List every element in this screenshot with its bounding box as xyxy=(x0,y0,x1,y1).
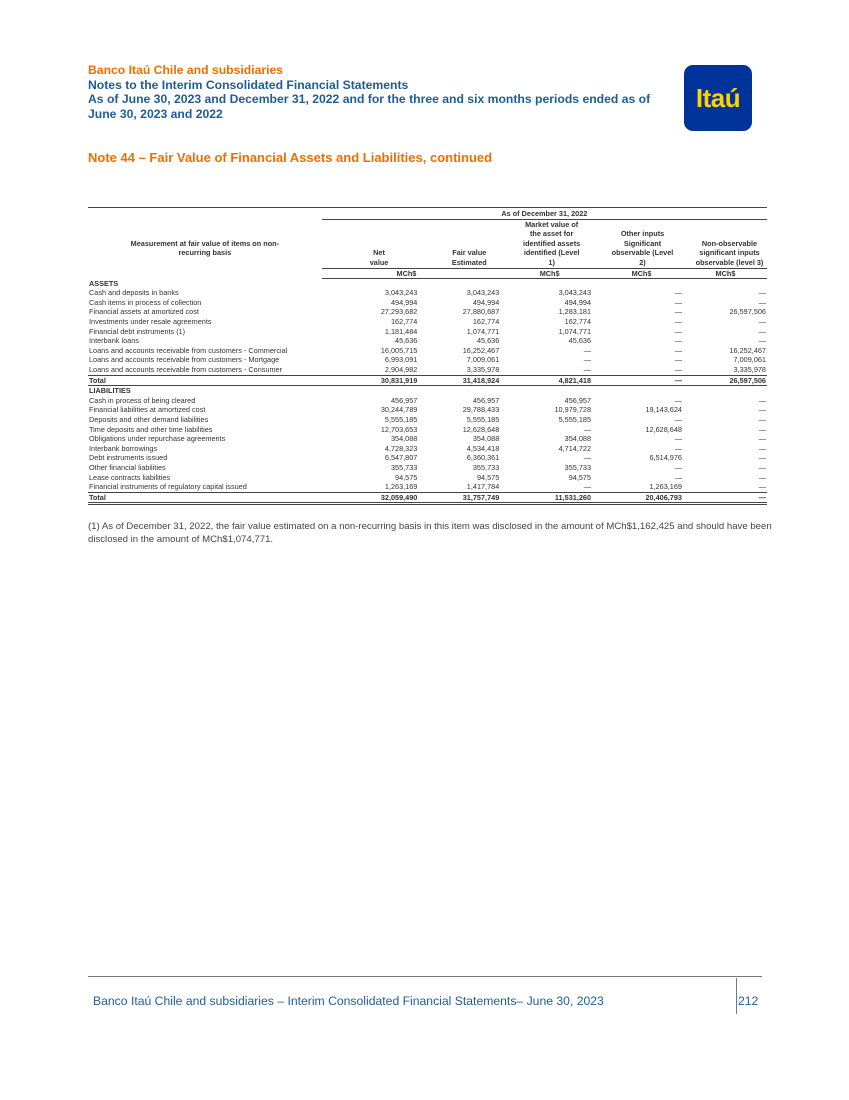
net-value-cell: 354,088 xyxy=(390,434,418,444)
level2-cell: — xyxy=(674,443,682,453)
fair-value-cell: 31,418,924 xyxy=(418,375,500,386)
liabilities-label: LIABILITIES xyxy=(89,386,131,396)
level2-cell: — xyxy=(674,326,682,336)
level3-cell: — xyxy=(758,297,766,307)
fair-value-cell: 3,043,243 xyxy=(466,288,500,298)
level1-cell: 94,575 xyxy=(568,472,592,482)
row-label: Loans and accounts receivable from customers - Consumer xyxy=(89,365,283,374)
level2-cell: 1,263,169 xyxy=(649,482,682,492)
net-value-header: Net value xyxy=(369,248,389,267)
net-value-cell: 162,774 xyxy=(390,317,418,327)
fair-value-cell: 94,575 xyxy=(476,472,500,482)
level2-cell: — xyxy=(674,355,682,365)
row-label: Total xyxy=(88,375,322,386)
net-value-cell: 27,293,682 xyxy=(380,307,418,317)
level3-cell: — xyxy=(758,472,766,482)
table-row xyxy=(88,327,767,337)
fair-value-cell: 162,774 xyxy=(472,317,500,327)
net-value-cell: 45,636 xyxy=(395,336,418,346)
table-row xyxy=(88,434,767,444)
assets-section-row xyxy=(88,279,767,289)
fair-value-header: Fair value Estimated xyxy=(451,248,487,267)
level1-cell: 355,733 xyxy=(564,462,592,472)
row-label: Debt instruments issued xyxy=(89,453,168,463)
net-value-cell: 4,728,323 xyxy=(384,443,418,453)
table-row xyxy=(88,307,767,317)
level1-cell: 11,531,260 xyxy=(500,492,599,504)
row-label: Lease contracts liabilities xyxy=(89,472,171,482)
fair-value-cell: 494,994 xyxy=(472,297,500,307)
level3-cell: — xyxy=(758,317,766,327)
net-value-cell: 1,263,169 xyxy=(384,482,418,492)
row-label: Interbank borrowings xyxy=(89,443,158,453)
fair-value-table xyxy=(88,207,767,505)
table-body xyxy=(88,279,767,504)
level1-cell: 494,994 xyxy=(564,297,592,307)
level2-cell: 12,628,648 xyxy=(645,424,682,434)
row-label: Time deposits and other time liabilities xyxy=(89,424,213,434)
net-value-cell: 5,555,185 xyxy=(384,414,418,424)
table-row xyxy=(88,473,767,483)
table-row xyxy=(88,375,767,386)
table-row xyxy=(88,288,767,298)
table-row xyxy=(88,396,767,406)
level1-cell: 1,074,771 xyxy=(558,326,592,336)
level2-cell: — xyxy=(674,317,682,327)
table-row xyxy=(88,482,767,492)
fair-value-cell: 6,360,361 xyxy=(466,453,500,463)
net-value-cell: 2,904,982 xyxy=(384,365,418,374)
level3-cell: 26,597,506 xyxy=(684,375,767,386)
table-row xyxy=(88,317,767,327)
footer-divider xyxy=(88,976,762,977)
footer-text: Banco Itaú Chile and subsidiaries – Interim Consolidated Financial Statements– June 30, 2023 xyxy=(93,994,604,1008)
level3-cell: 7,009,061 xyxy=(733,355,766,365)
fair-value-cell: 45,636 xyxy=(476,336,500,346)
level3-cell: — xyxy=(758,405,766,415)
level3-header: Non-observable significant inputs observable (level 3) xyxy=(695,238,764,267)
level2-cell: 19,143,624 xyxy=(645,405,682,415)
fair-value-cell: 1,417,784 xyxy=(466,482,500,492)
unit-net: MCh$ xyxy=(322,268,419,279)
level1-cell: 1,283,181 xyxy=(558,307,592,317)
level1-cell: 10,979,728 xyxy=(554,405,592,415)
level2-cell: — xyxy=(674,297,682,307)
fair-value-cell: 12,628,648 xyxy=(462,424,500,434)
footer-separator xyxy=(736,978,737,1014)
level1-cell: — xyxy=(583,453,592,463)
level3-cell: — xyxy=(758,462,766,472)
table-row xyxy=(88,492,767,504)
logo-text: Itaú xyxy=(695,83,741,113)
level1-cell: — xyxy=(583,345,592,355)
period-label: As of December 31, 2022 xyxy=(322,209,767,219)
note-title: Note 44 – Fair Value of Financial Assets and Liabilities, continued xyxy=(88,150,493,165)
level2-cell: — xyxy=(674,288,682,298)
level3-cell: 26,597,506 xyxy=(729,307,766,317)
level3-cell: — xyxy=(684,492,767,504)
level2-cell: — xyxy=(674,395,682,405)
row-label: Financial debt instruments (1) xyxy=(89,326,186,336)
row-label: Financial assets at amortized cost xyxy=(89,307,199,317)
fair-value-cell: 355,733 xyxy=(472,462,500,472)
level1-cell: 456,957 xyxy=(564,395,592,405)
unit-level2: MCh$ xyxy=(599,268,684,279)
level3-cell: — xyxy=(758,443,766,453)
fair-value-cell: 16,252,467 xyxy=(462,345,500,355)
document-subtitle: Notes to the Interim Consolidated Financial Statements xyxy=(88,77,409,92)
net-value-cell: 30,831,919 xyxy=(322,375,419,386)
row-label: Other financial liabilities xyxy=(89,462,166,472)
fair-value-cell: 31,757,749 xyxy=(418,492,500,504)
page-number: 212 xyxy=(738,994,759,1008)
company-name: Banco Itaú Chile and subsidiaries xyxy=(88,63,284,77)
level3-cell: — xyxy=(758,424,766,434)
fair-value-cell: 27,880,687 xyxy=(462,307,500,317)
level1-cell: 3,043,243 xyxy=(558,288,592,298)
level3-cell: 16,252,467 xyxy=(729,345,766,355)
footnote: (1) As of December 31, 2022, the fair value estimated on a non-recurring basis in this item was disclosed in the amount of MCh$1,162,425 and should have been disclosed in the amount of MCh$1,074,771. xyxy=(88,521,772,545)
item-column-header: Measurement at fair value of items on non-recurring basis xyxy=(130,238,280,258)
level1-cell: — xyxy=(583,365,592,374)
row-label: Financial instruments of regulatory capital issued xyxy=(89,482,247,492)
itau-logo xyxy=(684,65,752,131)
unit-level1: MCh$ xyxy=(500,268,599,279)
level3-cell: — xyxy=(758,482,766,492)
net-value-cell: 456,957 xyxy=(390,395,418,405)
row-label: Financial liabilities at amortized cost xyxy=(89,405,206,415)
level2-cell: — xyxy=(674,472,682,482)
net-value-cell: 6,993,091 xyxy=(384,355,418,365)
fair-value-cell: 7,009,061 xyxy=(466,355,500,365)
row-label: Cash items in process of collection xyxy=(89,297,202,307)
level2-cell: — xyxy=(674,345,682,355)
table-row xyxy=(88,365,767,375)
net-value-cell: 12,703,653 xyxy=(380,424,418,434)
net-value-cell: 355,733 xyxy=(390,462,418,472)
table-row xyxy=(88,425,767,435)
fair-value-cell: 354,088 xyxy=(472,434,500,444)
fair-value-cell: 29,788,433 xyxy=(462,405,500,415)
net-value-cell: 16,005,715 xyxy=(380,345,418,355)
level1-cell: 4,821,418 xyxy=(500,375,599,386)
row-label: Cash and deposits in banks xyxy=(89,288,179,298)
net-value-cell: 94,575 xyxy=(395,472,418,482)
level3-cell: — xyxy=(758,414,766,424)
level2-cell: 20,406,793 xyxy=(599,492,684,504)
row-label: Total xyxy=(88,492,322,504)
level1-cell: 45,636 xyxy=(568,336,592,346)
row-label: Interbank loans xyxy=(89,336,139,346)
level3-cell: 3,335,978 xyxy=(733,365,766,374)
level1-cell: 162,774 xyxy=(564,317,592,327)
row-label: Loans and accounts receivable from customers - Commercial xyxy=(89,345,288,355)
table-row xyxy=(88,444,767,454)
row-label: Deposits and other demand liabilities xyxy=(89,414,209,424)
level2-cell: — xyxy=(674,307,682,317)
fair-value-cell: 4,534,418 xyxy=(466,443,500,453)
row-label: Obligations under repurchase agreements xyxy=(89,434,226,444)
fair-value-cell: 1,074,771 xyxy=(466,326,500,336)
table-row xyxy=(88,298,767,308)
row-label: Loans and accounts receivable from customers - Mortgage xyxy=(89,355,280,365)
table-row xyxy=(88,346,767,356)
net-value-cell: 1,181,484 xyxy=(384,326,418,336)
level1-cell: — xyxy=(583,424,592,434)
level3-cell: — xyxy=(758,326,766,336)
table-row xyxy=(88,405,767,415)
net-value-cell: 3,043,243 xyxy=(384,288,418,298)
level2-cell: — xyxy=(674,434,682,444)
level2-cell: 6,514,976 xyxy=(649,453,682,463)
net-value-cell: 30,244,789 xyxy=(380,405,418,415)
document-header xyxy=(88,63,678,121)
table-row xyxy=(88,336,767,346)
row-label: Investments under resale agreements xyxy=(89,317,212,327)
unit-level3: MCh$ xyxy=(684,268,767,279)
level1-header: Market value of the asset for identified assets identified (Level 1) xyxy=(523,219,581,267)
net-value-cell: 32,059,490 xyxy=(322,492,419,504)
level1-cell: — xyxy=(583,482,592,492)
fair-value-cell: 456,957 xyxy=(472,395,500,405)
table-row xyxy=(88,355,767,365)
level1-cell: 5,555,185 xyxy=(558,414,592,424)
level3-cell: — xyxy=(758,395,766,405)
level2-cell: — xyxy=(674,414,682,424)
level3-cell: — xyxy=(758,336,766,346)
level1-cell: — xyxy=(583,355,592,365)
net-value-cell: 494,994 xyxy=(390,297,418,307)
level2-cell: — xyxy=(674,365,682,374)
level3-cell: — xyxy=(758,288,766,298)
level2-header: Other inputs Significant observable (Level 2) xyxy=(611,229,674,267)
level1-cell: 354,088 xyxy=(564,434,592,444)
fair-value-cell: 3,335,978 xyxy=(466,365,500,374)
fair-value-cell: 5,555,185 xyxy=(466,414,500,424)
row-label: Cash in process of being cleared xyxy=(89,395,196,405)
document-period: As of June 30, 2023 and December 31, 2022 and for the three and six months periods ended as of June 30, 2023 and 2022 xyxy=(88,92,651,121)
table-row xyxy=(88,453,767,463)
level2-cell: — xyxy=(674,462,682,472)
table-row xyxy=(88,463,767,473)
table-row xyxy=(88,415,767,425)
liabilities-section-row xyxy=(88,386,767,396)
level2-cell: — xyxy=(599,375,684,386)
level1-cell: 4,714,722 xyxy=(558,443,592,453)
level2-cell: — xyxy=(674,336,682,346)
level3-cell: — xyxy=(758,434,766,444)
assets-label: ASSETS xyxy=(89,278,119,288)
net-value-cell: 6,547,807 xyxy=(384,453,418,463)
level3-cell: — xyxy=(758,453,766,463)
